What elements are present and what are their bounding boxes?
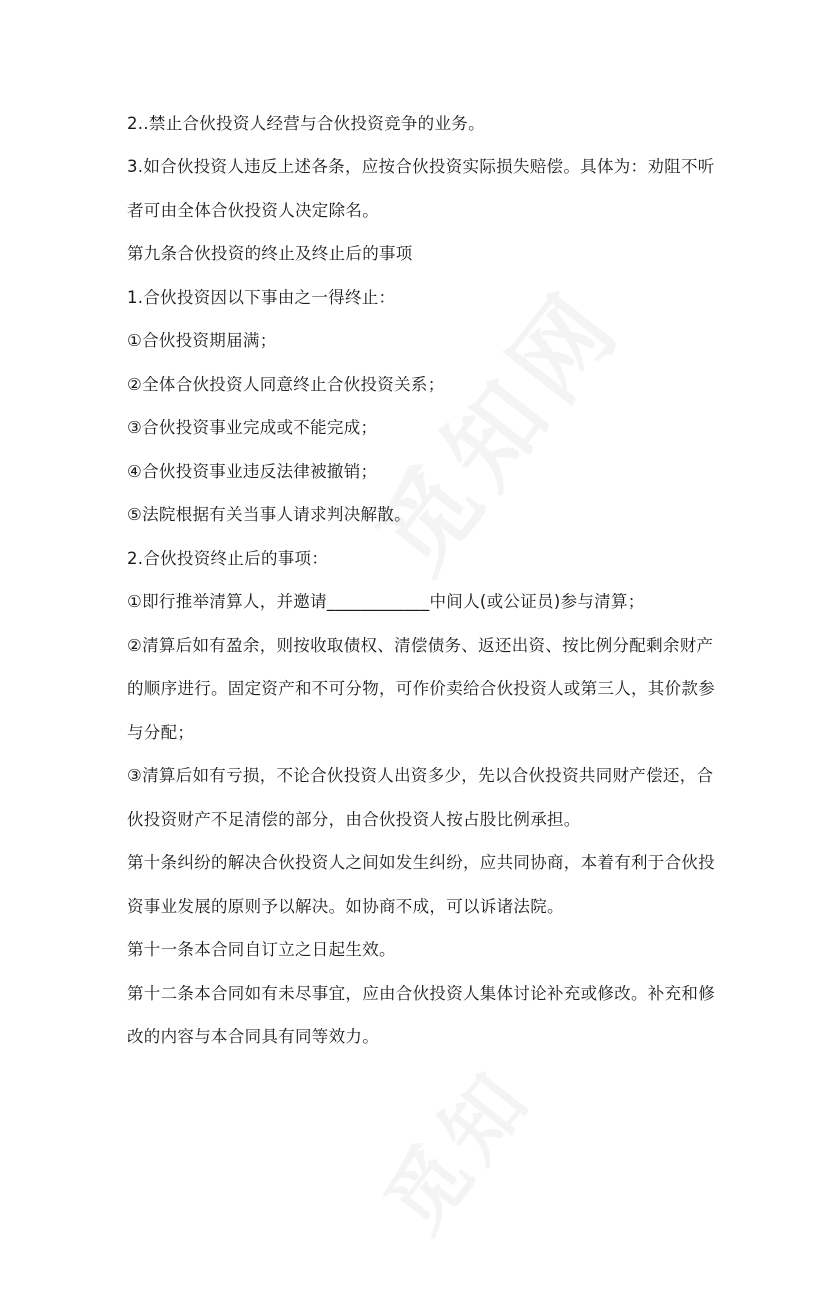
list-item: ③清算后如有亏损，不论合伙投资人出资多少，先以合伙投资共同财产偿还，合 bbox=[127, 766, 714, 785]
paragraph-line: 的顺序进行。固定资产和不可分物，可作价卖给合伙投资人或第三人，其价款参 bbox=[127, 679, 715, 698]
list-item: ②全体合伙投资人同意终止合伙投资关系； bbox=[127, 375, 445, 394]
section-heading: 第十二条本合同如有未尽事宜，应由合伙投资人集体讨论补充或修改。补充和修 bbox=[127, 984, 715, 1003]
list-item: ③合伙投资事业完成或不能完成； bbox=[127, 418, 378, 437]
section-heading: 第十条纠纷的解决合伙投资人之间如发生纠纷，应共同协商，本着有利于合伙投 bbox=[127, 853, 715, 872]
section-heading: 第九条合伙投资的终止及终止后的事项 bbox=[127, 244, 413, 263]
watermark-bottom bbox=[325, 1004, 595, 1295]
paragraph-line: 2..禁止合伙投资人经营与合伙投资竞争的业务。 bbox=[127, 114, 485, 133]
paragraph-line: 者可由全体合伙投资人决定除名。 bbox=[127, 201, 379, 220]
paragraph-line: 伙投资财产不足清偿的部分，由合伙投资人按占股比例承担。 bbox=[127, 810, 581, 829]
paragraph-line: 资事业发展的原则予以解决。如协商不成，可以诉诸法院。 bbox=[127, 897, 564, 916]
list-item: ①即行推举清算人，并邀请____________中间人(或公证员)参与清算； bbox=[127, 592, 645, 611]
paragraph-line: 3.如合伙投资人违反上述各条，应按合伙投资实际损失赔偿。具体为：劝阻不听 bbox=[127, 157, 715, 176]
paragraph-line: 1.合伙投资因以下事由之一得终止： bbox=[127, 288, 396, 307]
list-item: ⑤法院根据有关当事人请求判决解散。 bbox=[127, 505, 411, 524]
section-heading: 第十一条本合同自订立之日起生效。 bbox=[127, 940, 396, 959]
paragraph-line: 2.合伙投资终止后的事项： bbox=[127, 549, 329, 568]
paragraph-line: 与分配； bbox=[127, 723, 195, 742]
paragraph-line: 改的内容与本合同具有同等效力。 bbox=[127, 1027, 379, 1046]
list-item: ②清算后如有盈余，则按收取债权、清偿债务、返还出资、按比例分配剩余财产 bbox=[127, 636, 714, 655]
list-item: ①合伙投资期届满； bbox=[127, 331, 277, 350]
list-item: ④合伙投资事业违反法律被撤销； bbox=[127, 462, 378, 481]
